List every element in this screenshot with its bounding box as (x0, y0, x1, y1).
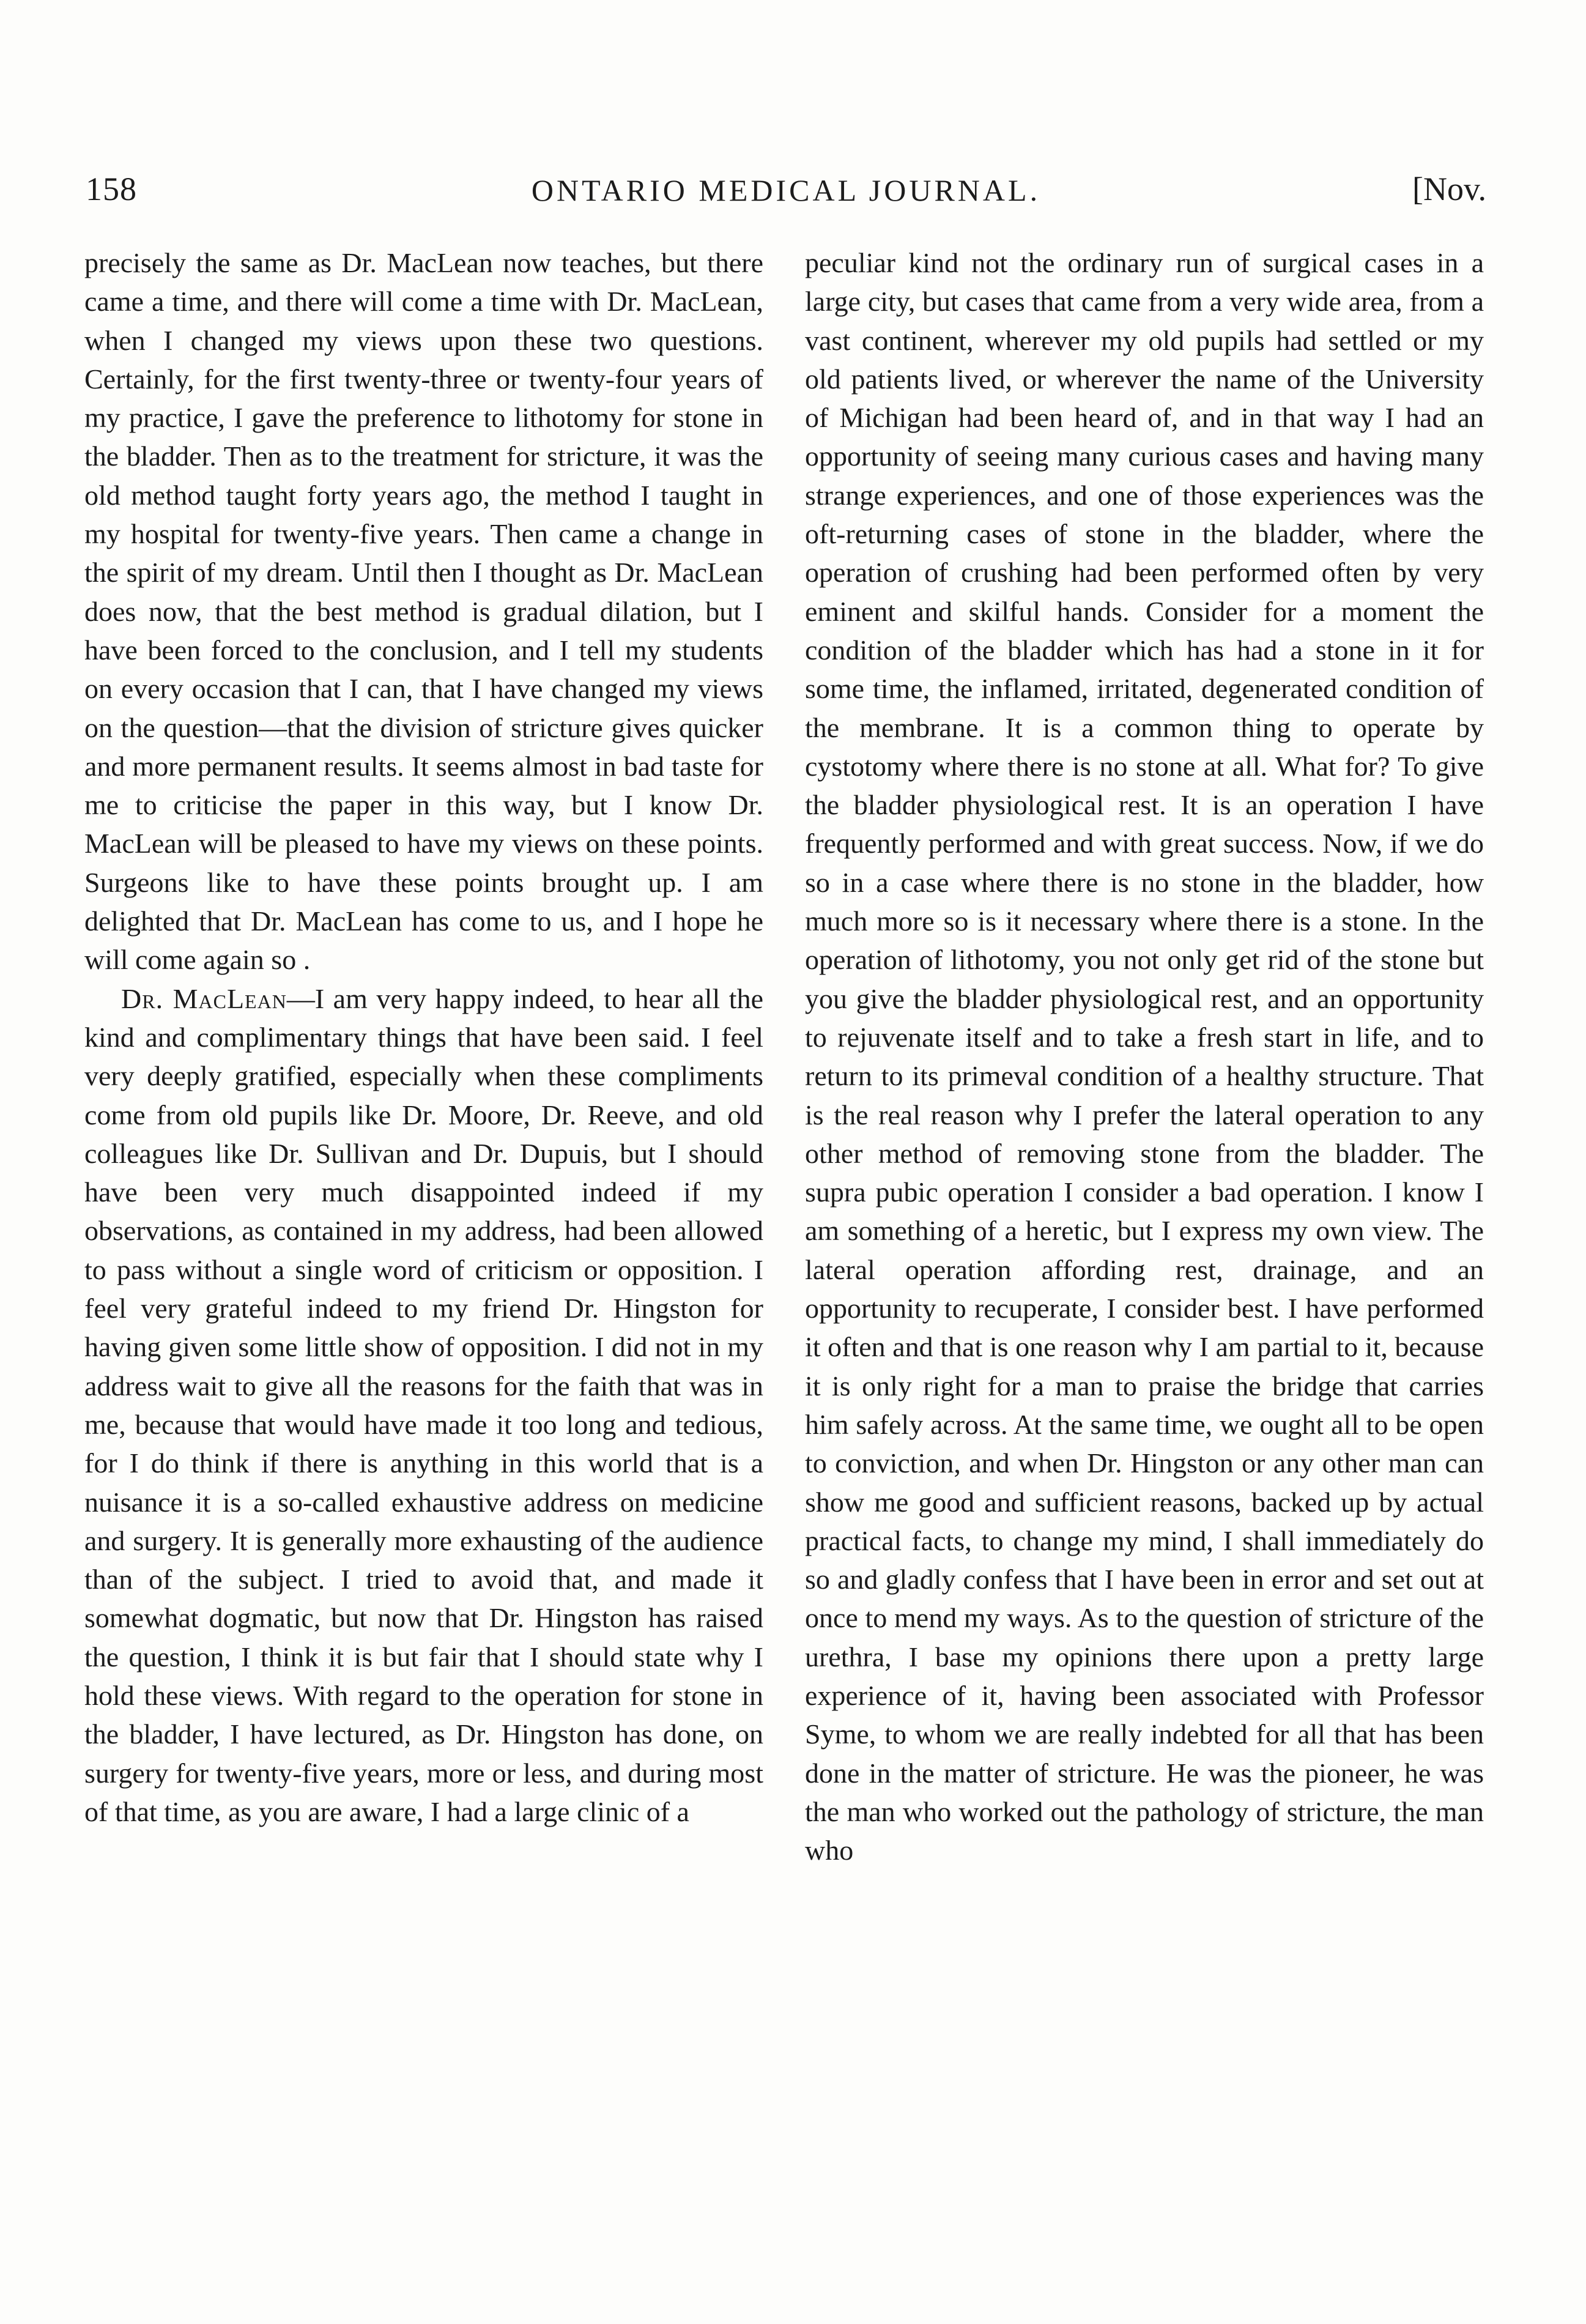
issue-month: [Nov. (1412, 171, 1486, 207)
left-paragraph-continued: precisely the same as Dr. MacLean now teaches, but there came a time, and there will come a time with Dr. MacLean, when I changed my views upon these two questions. Certainly, for the first twenty-three or twenty-four years of my practice, I gave the preference to lithotomy for stone in the bladder. Then as to the treatment for stricture, it was the old method taught forty years ago, the method I taught in my hospital for twenty-five years. Then came a change in the spirit of my dream. Until then I thought as Dr. MacLean does now, that the best method is gradual dilation, but I have been forced to the conclusion, and I tell my students on every occasion that I can, that I have changed my views on the question—that the division of stricture gives quicker and more permanent results. It seems almost in bad taste for me to criticise the paper in this way, but I know Dr. MacLean will be pleased to have my views on these points. Surgeons like to have these points brought up. I am delighted that Dr. MacLean has come to us, and I hope he will come again so . (84, 247, 763, 976)
right-paragraph-continued: peculiar kind not the ordinary run of surgical cases in a large city, but cases that came from a very wide area, from a vast continent, wherever my old pupils had settled or my old patients lived, or wherever the name of the University of Michigan had been heard of, and in that way I had an opportunity of seeing many curious cases and having many strange experiences, and one of those experiences was the oft-returning cases of stone in the bladder, where the operation of crushing had been performed often by very eminent and skilful hands. Consider for a moment the condition of the bladder which has had a stone in it for some time, the inflamed, irritated, degenerated condition of the membrane. It is a common thing to operate by cystotomy where there is no stone at all. What for? To give the bladder physiological rest. It is an operation I have frequently performed and with great success. Now, if we do so in a case where there is no stone in the bladder, how much more so is it necessary where there is a stone. In the operation of lithotomy, you not only get rid of the stone but you give the bladder physiological rest, and an opportunity to rejuvenate itself and to take a fresh start in life, and to return to its primeval condition of a healthy structure. That is the real reason why I prefer the lateral operation to any other method of removing stone from the bladder. The supra pubic operation I consider a bad operation. I know I am something of a heretic, but I express my own view. The lateral operation affording rest, drainage, and an opportunity to recuperate, I consider best. I have performed it often and that is one reason why I am partial to it, because it is only right for a man to praise the bridge that carries him safely across. At the same time, we ought all to be open to conviction, and when Dr. Hingston or any other man can show me good and sufficient reasons, backed up by actual practical facts, to change my mind, I shall immediately do so and gladly confess that I have been in error and set out at once to mend my ways. As to the question of stricture of the urethra, I base my opinions there upon a pretty large experience of it, having been associated with Professor Syme, to whom we are really indebted for all that has been done in the matter of stricture. He was the pioneer, he was the man who worked out the pathology of stricture, the man who (805, 247, 1484, 1866)
left-paragraph-maclean-reply (84, 979, 763, 1832)
page-number: 158 (86, 171, 137, 207)
reply-text: —I am very happy indeed, to hear all the kind and complimentary things that have been said. I feel very deeply gratified, especially when these compliments come from old pupils like Dr. Moore, Dr. Reeve, and old colleagues like Dr. Sullivan and Dr. Dupuis, but I should have been very much disappointed indeed if my observations, as contained in my address, had been allowed to pass without a single word of criticism or opposition. I feel very grateful indeed to my friend Dr. Hingston for having given some little show of opposition. I did not in my address wait to give all the reasons for the faith that was in me, because that would have made it too long and tedious, for I do think if there is anything in this world that is a nuisance it is a so-called exhaustive address on medicine and surgery. It is generally more exhausting of the audience than of the subject. I tried to avoid that, and made it somewhat dogmatic, but now that Dr. Hingston has raised the question, I think it is but fair that I should state why I hold these views. With regard to the operation for stone in the bladder, I have lectured, as Dr. Hingston has done, on surgery for twenty-five years, more or less, and during most of that time, as you are aware, I had a large clinic of a (84, 982, 763, 1827)
running-head (86, 170, 1486, 219)
left-column (84, 243, 763, 1831)
right-column (805, 243, 1484, 1869)
speaker-name: Dr. MacLean (121, 982, 287, 1014)
journal-title: ONTARIO MEDICAL JOURNAL. (531, 173, 1041, 207)
